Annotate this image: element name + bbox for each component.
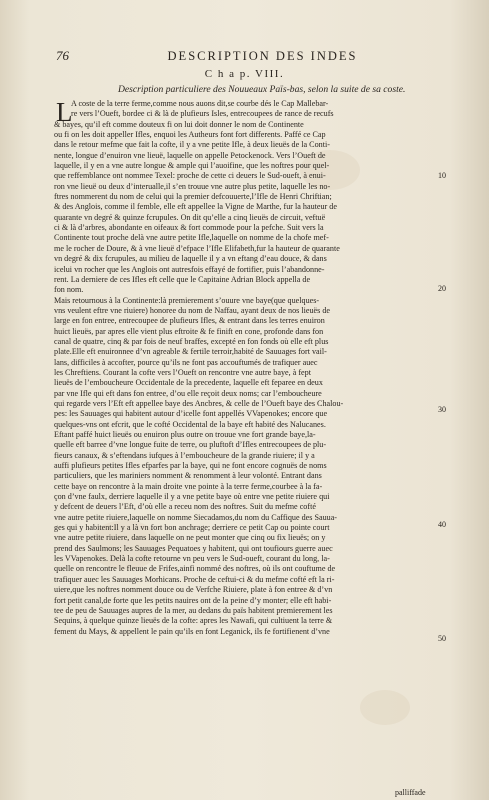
text-line: huict lieuës, par apres elle vient plus eftroite & fe finift en cone, profonde dans fon [54, 326, 324, 336]
text-line: tee de peu de Sauuages aupres de la mer, au dedans du païs habitent premierement les [54, 605, 333, 615]
text-line: quarante vn degré & quinze fcrupules. On dit qu’elle a cinq lieuës de circuit, veftuë [54, 212, 326, 222]
margin-line-number: 50 [438, 634, 446, 643]
text-line: ou fi on les doit appeller Ifles, enquoi les Autheurs font fort differents. Paffé ce Cap [54, 130, 326, 140]
text-line: me le rocher de Doure, & à vne lieuë d’efpace l’Ifle Elifabeth,fur la hauteur de quarante [54, 243, 340, 253]
text-line: particuliers, que les mariniers nomment & renomment à leur volonté. Entrant dans [54, 471, 322, 481]
margin-line-number: 40 [438, 520, 446, 529]
page-number: 76 [56, 48, 69, 63]
text-line: cette baye on rencontre à la main droite vne pointe à la terre ferme,courbee à la fa- [54, 481, 323, 491]
text-line: lieuës de l’emboucheure Occidentale de la precedente, laquelle eft feparee en deux [54, 378, 323, 388]
text-line: vn degré & dix fcrupules, au milieu de laquelle il y a vn eftang d’eau douce, & dans [54, 254, 327, 264]
text-line: quelques-vns ont efcrit, que le cofté Occidental de la baye eft habité des Nalucanes. [54, 419, 326, 429]
catchword: palliffade [395, 788, 426, 797]
text-line: uiere,que les noftres nomment douce ou de Verfche Riuiere, plate à fon entree & d’vn [54, 585, 333, 595]
text-line: prend des Saulmons; les Sauuages Pequatoes y habitent, qui ont toufiours guerre auec [54, 543, 333, 553]
text-line: icelui vn rocher que les Anglois ont autresfois effayé de fortifier, puis l’abandonne- [54, 264, 325, 274]
text-line: quelle on rencontre le fleuue de Frifes,ainfi nommé des noftres, où ils ont couftume de [54, 564, 336, 574]
text-line: Eftant paffé huict lieuës ou enuiron plus outre on trouue vne fort grande baye,la- [54, 430, 316, 439]
text-line: pes: les Sauuages qui habitent autour d’icelle font appellés VVapenokes; encore que [54, 409, 328, 419]
text-line: re vers l’Oueft, bordee ci & là de plufieurs Isles, entrecoupees de rance de recufs [71, 109, 334, 119]
text-line: que reffemblance ont nommee Texel: proche de cette ci deuers le Sud-oueft, à enui- [54, 171, 326, 181]
chapter-subtitle: Description particuliere des Nouueaux Païs-bas, selon la suite de sa coste. [118, 84, 406, 95]
text-line: ftres nommerent du nom de celui qui la premier defcouuerte,l’Ifle de Henri Chriftian; [54, 192, 332, 202]
text-line: A coste de la terre ferme,comme nous auons dit,se courbe dés le Cap Mallebar- [71, 99, 329, 108]
text-line: vne autre petite riuiere, dans laquelle on ne peut monter que cinq ou fix lieuës; on y [54, 533, 326, 543]
text-line: Mais retournous à la Continente:là premierement s’ouure vne baye(que quelques- [54, 295, 320, 305]
paper-stain [360, 690, 410, 725]
text-line: par vne Ifle qui eft dans fon entree, d’ou elle reçoit deux noms; car l’emboucheure [54, 388, 322, 398]
text-line: rent. La derniere de ces Ifles eft celle que le Capitaine Adrian Block appella de [54, 274, 311, 284]
text-line: vne autre petite riuiere,laquelle on nomme Siecadamos,du nom du Caffique des Sauua- [54, 512, 338, 522]
running-title: DESCRIPTION DES INDES [167, 49, 358, 63]
text-line: dans le retour mefme que fait la cofte, il y a vne petite Ifle, à deux lieuës de la Conti- [54, 140, 330, 150]
text-line: & bayes, qu’il eft comme douteux fi on lui doit donner le nom de Continente [54, 119, 304, 129]
text-line: nente, longue d’enuiron vne lieuë, laquelle on appelle Petockenock. Vers l’Oueft de [54, 150, 326, 160]
margin-line-number: 20 [438, 284, 446, 293]
text-line: quelle eft barree d’vne longue fuite de terre, ou pluftoft d’Ifles entrecoupees de plu- [54, 440, 327, 450]
chapter-heading: C h a p. VIII. [204, 68, 285, 80]
text-line: laquelle, il y en a vne autre longue & ample qui l’auoifine, que les noftres pour quel- [54, 161, 330, 171]
text-line: y defcent de deuers l’Eft, d’où elle a receu nom des noftres. Suit du mefme cofté [54, 502, 316, 512]
text-line: ron vne lieuë ou deux d’interualle,il s’en trouue vne autre plus petite, laquelle les no- [54, 181, 331, 191]
text-line: les Chreftiens. Courant la cofte vers l’Oueft on rencontre vne autre baye, à fept [54, 367, 311, 377]
text-line: & des Anglois, comme il femble, elle eft appellee la Vigne de Marthe, fur la hauteur de [54, 202, 337, 212]
text-line: Continente tout proche delà vne autre petite Ifle,laquelle on nomme de la chofe mef- [54, 233, 329, 243]
text-line: fon nom. [54, 285, 84, 295]
text-line: çon d’vne faulx, derriere laquelle il y a vne petite baye où entre vne petite riuiere qui [54, 492, 330, 502]
text-line: fieurs canaux, & s’eftendans iufques à l’emboucheure de la grande riuiere; il y a [54, 450, 315, 460]
text-line: vns veulent eftre vne riuiere) honoree du nom de Naffau, ayant deux de nos lieuës de [54, 305, 330, 315]
margin-line-number: 10 [438, 171, 446, 180]
text-line: les VVapenokes. Delà la cofte retourne vn peu vers le Sud-oueft, courant du long, la- [54, 554, 330, 564]
text-line: fement du Mays, & appellent le pain qu’ils en font Leganick, ils fe fortifienent d’vne [54, 626, 330, 636]
text-line: fort petit canal,de forte que les petits nauires ont de la peine d’y monter; elle eft habi- [54, 595, 332, 605]
body-text [54, 99, 434, 637]
text-line: Sequins, à quelque quinze lieuës de la cofte: apres les Nawafi, qui cultiuent la terre & [54, 616, 333, 626]
text-line: plate.Elle eft enuironnee d’vn agreable & fertile terroir,habité de Sauuages fort vail- [54, 347, 327, 357]
drop-capital: L [56, 97, 73, 127]
text-line: qui regarde vers l’Eft eft appellee baye des Ancbres, & celle de l’Oueft baye des Chalou- [54, 398, 344, 408]
margin-line-number: 30 [438, 405, 446, 414]
text-line: canal de quatre, cinq & par fois de neuf braffes, excepté en fon fonds où elle eft plus [54, 336, 329, 346]
page-header [56, 48, 449, 64]
text-line: auffi plufieurs petites Ifles efparfes par la baye, qui ne font encore cognuës de noms [54, 461, 327, 471]
text-line: lans, difficiles à accofter, pource qu’ils ne font pas accouftumés de trafiquer auec [54, 357, 318, 367]
text-line: trafiquer auec les Sauuages Morhicans. Proche de ceftui-ci & du mefme cofté eft la ri- [54, 574, 335, 584]
text-line: ci & là d’arbres, abondante en oifeaux & fort commode pour la pefche. Suit vers la [54, 223, 324, 233]
text-line: large en fon entree, entrecoupee de plufieurs Ifles, & entrant dans les terres enuiron [54, 316, 325, 326]
text-line: ges qui y habitent:Il y a là vn fort bon anchrage; derriere ce petit Cap ou pointe court [54, 523, 330, 533]
